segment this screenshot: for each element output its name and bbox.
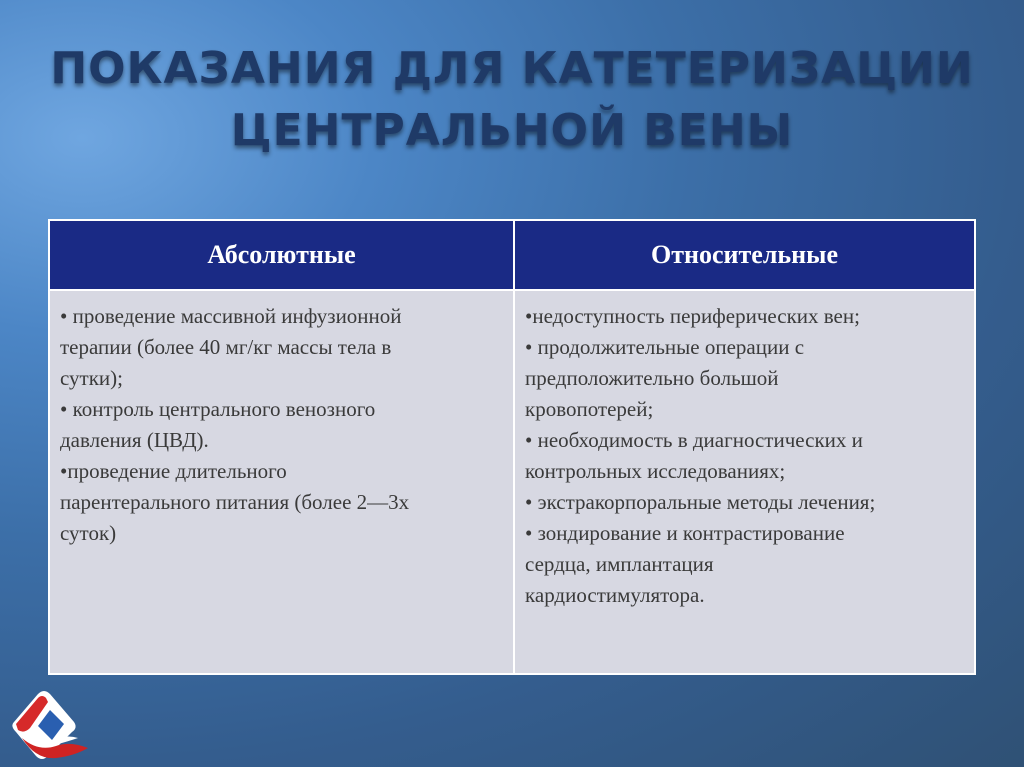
- absolute-line: • проведение массивной инфузионной: [60, 304, 402, 328]
- indications-table: [48, 219, 976, 675]
- absolute-line: суток): [60, 521, 117, 545]
- relative-line: • экстракорпоральные методы лечения;: [525, 490, 876, 514]
- slide-title-line-1: ПОКАЗАНИЯ ДЛЯ КАТЕТЕРИЗАЦИИ: [50, 43, 974, 94]
- absolute-line: давления (ЦВД).: [60, 428, 209, 452]
- relative-line: • необходимость в диагностических и: [525, 428, 863, 452]
- header-absolute: Абсолютные: [50, 221, 513, 289]
- relative-line: • продолжительные операции с: [525, 335, 805, 359]
- relative-line: предположительно большой: [525, 366, 779, 390]
- relative-line: кардиостимулятора.: [525, 583, 705, 607]
- header-relative: Относительные: [515, 221, 974, 289]
- cell-absolute-indications: [50, 291, 513, 673]
- absolute-line: парентерального питания (более 2—3х: [60, 490, 410, 514]
- cell-relative-indications: [515, 291, 974, 673]
- relative-line: кровопотерей;: [525, 397, 654, 421]
- absolute-line: сутки);: [60, 366, 123, 390]
- relative-line: сердца, имплантация: [525, 552, 714, 576]
- relative-line: контрольных исследованиях;: [525, 459, 786, 483]
- relative-line: • зондирование и контрастирование: [525, 521, 845, 545]
- relative-line: •недоступность периферических вен;: [525, 304, 860, 328]
- absolute-line: терапии (более 40 мг/кг массы тела в: [60, 335, 392, 359]
- absolute-line: •проведение длительного: [60, 459, 287, 483]
- absolute-line: • контроль центрального венозного: [60, 397, 376, 421]
- organization-logo-icon: [8, 686, 94, 762]
- slide-title-line-2: ЦЕНТРАЛЬНОЙ ВЕНЫ: [230, 105, 794, 156]
- slide-title: [0, 38, 1024, 162]
